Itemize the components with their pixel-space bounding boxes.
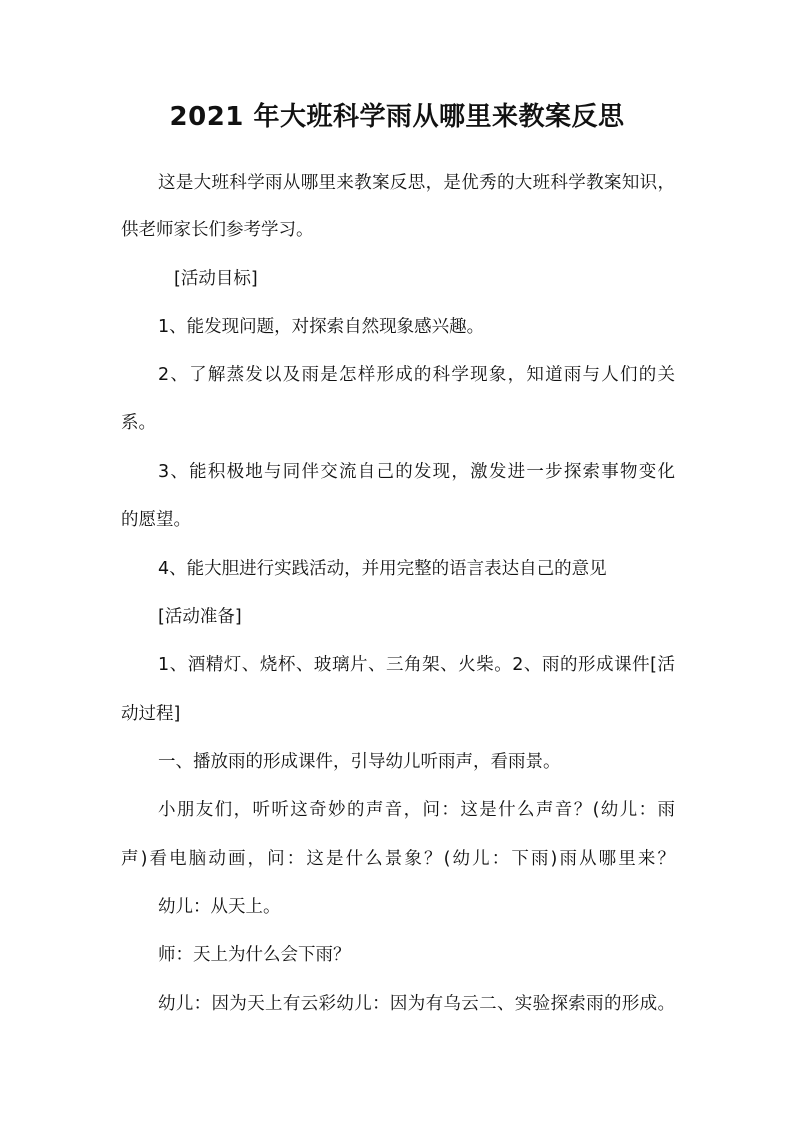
paragraph-line: 幼儿：从天上。 (158, 897, 281, 917)
paragraph-line: 供老师家长们参考学习。 (121, 220, 314, 240)
paragraph-line: 系。 (121, 413, 156, 433)
paragraph-line: 一、播放雨的形成课件，引导幼儿听雨声，看雨景。 (158, 752, 561, 772)
section-heading: [活动准备] (158, 607, 242, 627)
paragraph-line: 1、酒精灯、烧杯、玻璃片、三角架、火柴。2、雨的形成课件[活 (158, 655, 675, 675)
paragraph-line: 师：天上为什么会下雨？ (158, 945, 351, 965)
paragraph-line: 小朋友们，听听这奇妙的声音，问：这是什么声音？(幼儿：雨 (158, 800, 675, 820)
paragraph-line: 幼儿：因为天上有云彩幼儿：因为有乌云二、实验探索雨的形成。 (158, 994, 675, 1014)
paragraph-line: 这是大班科学雨从哪里来教案反思，是优秀的大班科学教案知识， (158, 173, 675, 193)
document-title: 2021 年大班科学雨从哪里来教案反思 (169, 102, 625, 132)
paragraph-line: 3、能积极地与同伴交流自己的发现，激发进一步探索事物变化 (158, 462, 675, 482)
section-heading: [活动目标] (174, 269, 258, 289)
paragraph-line: 4、能大胆进行实践活动，并用完整的语言表达自己的意见 (158, 559, 607, 579)
paragraph-line: 的愿望。 (121, 510, 191, 530)
paragraph-line: 2、了解蒸发以及雨是怎样形成的科学现象，知道雨与人们的关 (158, 365, 675, 385)
paragraph-line: 动过程] (121, 704, 181, 724)
paragraph-line: 声)看电脑动画，问：这是什么景象？(幼儿：下雨)雨从哪里来？ (121, 849, 675, 869)
paragraph-line: 1、能发现问题，对探索自然现象感兴趣。 (158, 317, 485, 337)
